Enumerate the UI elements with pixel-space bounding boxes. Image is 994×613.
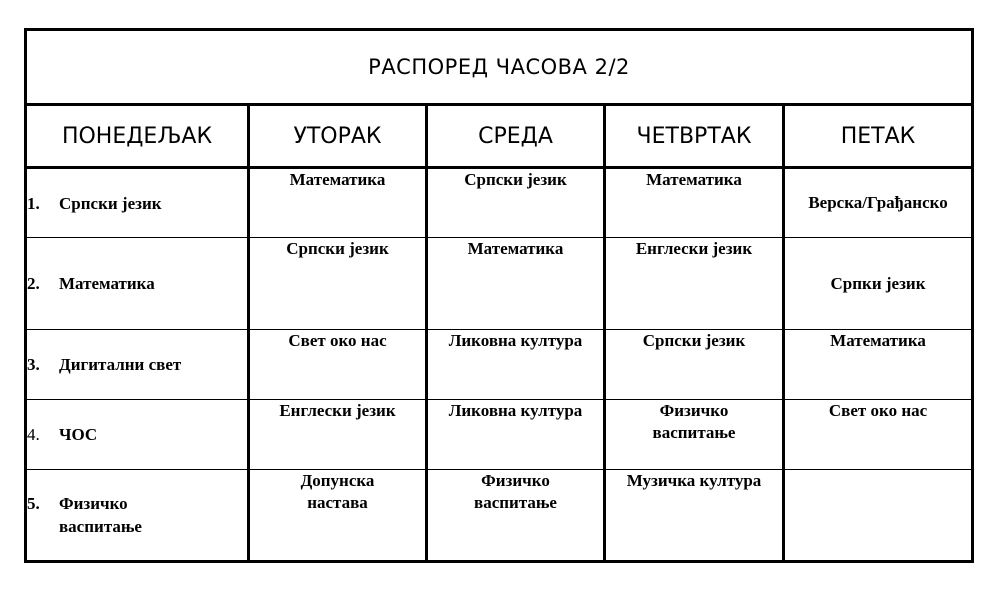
day-header-friday: ПЕТАК xyxy=(784,105,973,168)
monday-cell xyxy=(26,470,249,562)
monday-cell xyxy=(26,238,249,330)
thursday-cell: Музичка култура xyxy=(605,470,784,562)
tuesday-cell: Математика xyxy=(249,168,427,238)
wednesday-cell: Математика xyxy=(427,238,605,330)
monday-cell xyxy=(26,400,249,470)
tuesday-cell: Свет око нас xyxy=(249,330,427,400)
tuesday-cell: Допунска настава xyxy=(249,470,427,562)
day-header-monday: ПОНЕДЕЉАК xyxy=(26,105,249,168)
subject: ЧОС xyxy=(59,425,98,444)
friday-cell: Верска/Грађанско xyxy=(784,168,973,238)
period-number: 1. xyxy=(27,193,40,213)
subject: Српски језик xyxy=(59,193,162,213)
tuesday-cell: Српски језик xyxy=(249,238,427,330)
thursday-cell: Математика xyxy=(605,168,784,238)
table-row xyxy=(26,168,973,238)
table-row xyxy=(26,400,973,470)
schedule-table xyxy=(24,28,974,563)
wednesday-cell: Српски језик xyxy=(427,168,605,238)
wednesday-cell: Физичко васпитање xyxy=(427,470,605,562)
monday-cell xyxy=(26,330,249,400)
friday-cell: Математика xyxy=(784,330,973,400)
subject: Дигитални свет xyxy=(59,355,182,374)
day-header-row xyxy=(26,105,973,168)
table-row xyxy=(26,330,973,400)
thursday-cell: Физичко васпитање xyxy=(605,400,784,470)
day-header-thursday: ЧЕТВРТАК xyxy=(605,105,784,168)
period-number: 2. xyxy=(27,274,40,293)
period-number: 5. xyxy=(27,494,40,513)
subject: Математика xyxy=(59,274,155,293)
wednesday-cell: Ликовна култура xyxy=(427,400,605,470)
table-row xyxy=(26,238,973,330)
period-number: 4. xyxy=(27,425,40,444)
friday-cell xyxy=(784,470,973,562)
thursday-cell: Српски језик xyxy=(605,330,784,400)
thursday-cell: Енглески језик xyxy=(605,238,784,330)
wednesday-cell: Ликовна култура xyxy=(427,330,605,400)
subject: Физичко васпитање xyxy=(59,494,142,536)
table-row xyxy=(26,470,973,562)
friday-cell: Свет око нас xyxy=(784,400,973,470)
schedule-title: РАСПОРЕД ЧАСОВА 2/2 xyxy=(26,30,973,105)
tuesday-cell: Енглески језик xyxy=(249,400,427,470)
friday-cell: Српки језик xyxy=(784,238,973,330)
period-number: 3. xyxy=(27,355,40,374)
day-header-tuesday: УТОРАК xyxy=(249,105,427,168)
monday-cell xyxy=(26,168,249,238)
day-header-wednesday: СРЕДА xyxy=(427,105,605,168)
